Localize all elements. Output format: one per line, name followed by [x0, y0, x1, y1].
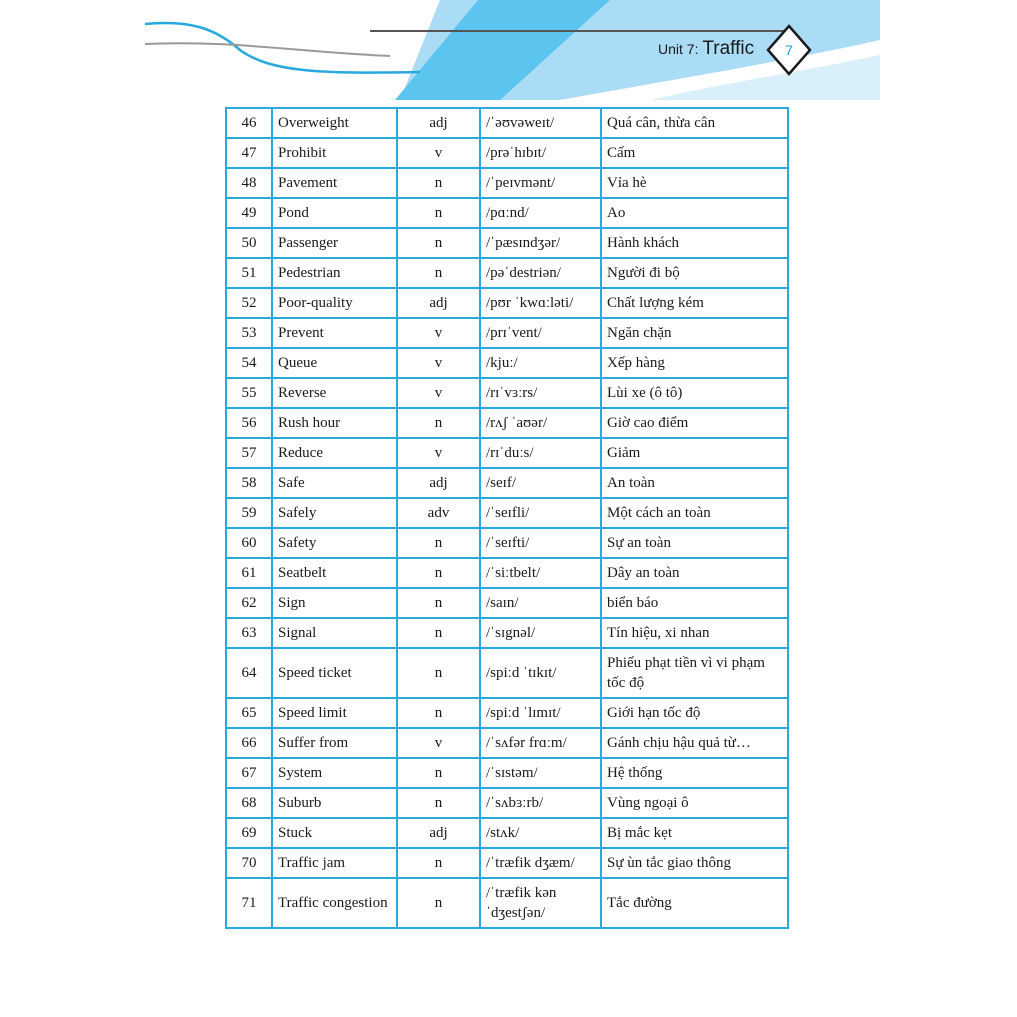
row-word: Safely [272, 498, 397, 528]
row-part-of-speech: n [397, 588, 480, 618]
row-meaning: Quá cân, thừa cân [601, 108, 788, 138]
row-part-of-speech: n [397, 558, 480, 588]
row-pronunciation: /ˈtræfik dʒæm/ [480, 848, 601, 878]
row-number: 53 [226, 318, 272, 348]
row-meaning: An toàn [601, 468, 788, 498]
row-number: 51 [226, 258, 272, 288]
row-word: Rush hour [272, 408, 397, 438]
row-meaning: Chất lượng kém [601, 288, 788, 318]
row-pronunciation: /ˈsiːtbelt/ [480, 558, 601, 588]
table-row [226, 698, 788, 728]
row-pronunciation: /ˈəʊvəweɪt/ [480, 108, 601, 138]
row-meaning: Vùng ngoại ô [601, 788, 788, 818]
table-row [226, 498, 788, 528]
row-pronunciation: /ˈsʌfər frɑːm/ [480, 728, 601, 758]
row-pronunciation: /kjuː/ [480, 348, 601, 378]
row-meaning: Sự ùn tắc giao thông [601, 848, 788, 878]
row-part-of-speech: v [397, 348, 480, 378]
table-row [226, 168, 788, 198]
row-pronunciation: /pəˈdestriən/ [480, 258, 601, 288]
row-part-of-speech: v [397, 438, 480, 468]
row-word: Reverse [272, 378, 397, 408]
row-pronunciation: /ˈsɪstəm/ [480, 758, 601, 788]
row-number: 59 [226, 498, 272, 528]
row-number: 62 [226, 588, 272, 618]
table-row [226, 618, 788, 648]
row-pronunciation: /rɪˈvɜːrs/ [480, 378, 601, 408]
row-meaning: Sự an toàn [601, 528, 788, 558]
row-word: Pedestrian [272, 258, 397, 288]
row-number: 54 [226, 348, 272, 378]
row-part-of-speech: n [397, 408, 480, 438]
row-part-of-speech: adj [397, 818, 480, 848]
row-number: 47 [226, 138, 272, 168]
row-number: 49 [226, 198, 272, 228]
row-pronunciation: /pʊr ˈkwɑːləti/ [480, 288, 601, 318]
row-number: 52 [226, 288, 272, 318]
row-part-of-speech: adj [397, 288, 480, 318]
row-pronunciation: /spiːd ˈlɪmɪt/ [480, 698, 601, 728]
row-word: Reduce [272, 438, 397, 468]
row-part-of-speech: n [397, 848, 480, 878]
row-word: Stuck [272, 818, 397, 848]
unit-prefix: Unit 7: [658, 41, 703, 57]
table-row [226, 878, 788, 928]
row-meaning: Giờ cao điểm [601, 408, 788, 438]
row-number: 71 [226, 878, 272, 928]
row-number: 66 [226, 728, 272, 758]
row-part-of-speech: n [397, 698, 480, 728]
row-word: Overweight [272, 108, 397, 138]
row-part-of-speech: n [397, 528, 480, 558]
table-row [226, 438, 788, 468]
row-number: 64 [226, 648, 272, 698]
row-pronunciation: /stʌk/ [480, 818, 601, 848]
table-row [226, 588, 788, 618]
table-row [226, 558, 788, 588]
table-row [226, 788, 788, 818]
row-word: Sign [272, 588, 397, 618]
row-meaning: Giảm [601, 438, 788, 468]
table-row [226, 198, 788, 228]
table-row [226, 818, 788, 848]
table-row [226, 648, 788, 698]
row-meaning: Cấm [601, 138, 788, 168]
row-number: 60 [226, 528, 272, 558]
row-meaning: Người đi bộ [601, 258, 788, 288]
row-word: Traffic congestion [272, 878, 397, 928]
row-part-of-speech: n [397, 258, 480, 288]
unit-name: Traffic [702, 38, 755, 59]
table-row [226, 348, 788, 378]
row-pronunciation: /ˈsʌbɜːrb/ [480, 788, 601, 818]
row-part-of-speech: n [397, 198, 480, 228]
row-part-of-speech: n [397, 228, 480, 258]
table-row [226, 758, 788, 788]
row-number: 70 [226, 848, 272, 878]
row-meaning: Hành khách [601, 228, 788, 258]
row-pronunciation: /rʌʃ ˈaʊər/ [480, 408, 601, 438]
row-word: Suffer from [272, 728, 397, 758]
row-word: Queue [272, 348, 397, 378]
row-number: 63 [226, 618, 272, 648]
row-meaning: Phiếu phạt tiền vì vi phạm tốc độ [601, 648, 788, 698]
row-word: Speed limit [272, 698, 397, 728]
row-number: 46 [226, 108, 272, 138]
row-pronunciation: /prəˈhɪbɪt/ [480, 138, 601, 168]
row-part-of-speech: n [397, 648, 480, 698]
table-row [226, 108, 788, 138]
row-part-of-speech: adj [397, 468, 480, 498]
table-row [226, 288, 788, 318]
row-number: 61 [226, 558, 272, 588]
row-pronunciation: /ˈsɪgnəl/ [480, 618, 601, 648]
row-meaning: Tắc đường [601, 878, 788, 928]
row-word: Passenger [272, 228, 397, 258]
row-pronunciation: /ˈtræfik kənˈdʒestʃən/ [480, 878, 601, 928]
row-pronunciation: /saɪn/ [480, 588, 601, 618]
table-row [226, 378, 788, 408]
row-meaning: Lùi xe (ô tô) [601, 378, 788, 408]
row-part-of-speech: n [397, 618, 480, 648]
row-number: 65 [226, 698, 272, 728]
row-word: Traffic jam [272, 848, 397, 878]
row-meaning: Ngăn chặn [601, 318, 788, 348]
row-meaning: Giới hạn tốc độ [601, 698, 788, 728]
table-row [226, 228, 788, 258]
row-part-of-speech: n [397, 168, 480, 198]
unit-title [658, 38, 754, 60]
table-row [226, 138, 788, 168]
row-meaning: Xếp hàng [601, 348, 788, 378]
row-number: 55 [226, 378, 272, 408]
vocabulary-table-body [226, 108, 788, 928]
row-meaning: Gánh chịu hậu quả từ… [601, 728, 788, 758]
row-part-of-speech: adj [397, 108, 480, 138]
row-pronunciation: /ˈseɪfli/ [480, 498, 601, 528]
row-meaning: Tín hiệu, xi nhan [601, 618, 788, 648]
table-row [226, 468, 788, 498]
row-word: Prohibit [272, 138, 397, 168]
row-pronunciation: /ˈseɪfti/ [480, 528, 601, 558]
row-number: 69 [226, 818, 272, 848]
row-meaning: Hệ thống [601, 758, 788, 788]
table-row [226, 728, 788, 758]
row-word: Suburb [272, 788, 397, 818]
row-pronunciation: /pɑːnd/ [480, 198, 601, 228]
row-part-of-speech: v [397, 728, 480, 758]
row-pronunciation: /prɪˈvent/ [480, 318, 601, 348]
row-word: System [272, 758, 397, 788]
header-decoration [0, 0, 1017, 100]
row-word: Safe [272, 468, 397, 498]
row-word: Pavement [272, 168, 397, 198]
row-number: 57 [226, 438, 272, 468]
row-pronunciation: /ˈpeɪvmənt/ [480, 168, 601, 198]
row-word: Seatbelt [272, 558, 397, 588]
row-word: Speed ticket [272, 648, 397, 698]
row-meaning: Ao [601, 198, 788, 228]
row-word: Pond [272, 198, 397, 228]
row-number: 56 [226, 408, 272, 438]
row-number: 48 [226, 168, 272, 198]
row-part-of-speech: n [397, 758, 480, 788]
row-part-of-speech: n [397, 788, 480, 818]
table-row [226, 258, 788, 288]
row-part-of-speech: v [397, 138, 480, 168]
row-part-of-speech: v [397, 318, 480, 348]
row-meaning: biển báo [601, 588, 788, 618]
row-number: 58 [226, 468, 272, 498]
table-row [226, 318, 788, 348]
row-number: 68 [226, 788, 272, 818]
row-meaning: Vỉa hè [601, 168, 788, 198]
table-row [226, 408, 788, 438]
row-pronunciation: /spiːd ˈtɪkɪt/ [480, 648, 601, 698]
table-row [226, 848, 788, 878]
page-header [0, 0, 1017, 100]
row-word: Safety [272, 528, 397, 558]
row-pronunciation: /seɪf/ [480, 468, 601, 498]
row-number: 50 [226, 228, 272, 258]
row-pronunciation: /ˈpæsɪndʒər/ [480, 228, 601, 258]
row-meaning: Bị mắc kẹt [601, 818, 788, 848]
row-part-of-speech: n [397, 878, 480, 928]
row-part-of-speech: adv [397, 498, 480, 528]
row-pronunciation: /rɪˈduːs/ [480, 438, 601, 468]
row-number: 67 [226, 758, 272, 788]
row-word: Poor-quality [272, 288, 397, 318]
row-part-of-speech: v [397, 378, 480, 408]
row-meaning: Một cách an toàn [601, 498, 788, 528]
row-meaning: Dây an toàn [601, 558, 788, 588]
vocabulary-table [225, 107, 789, 929]
page-number: 7 [785, 42, 793, 58]
row-word: Signal [272, 618, 397, 648]
row-word: Prevent [272, 318, 397, 348]
table-row [226, 528, 788, 558]
